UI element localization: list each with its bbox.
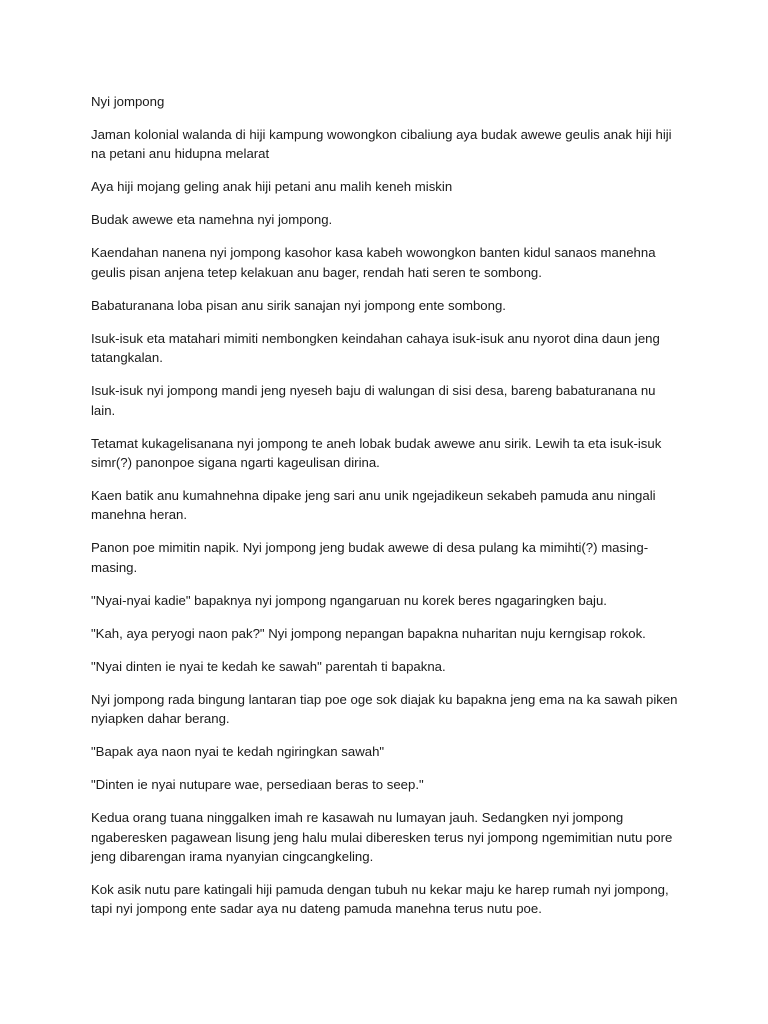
paragraph: Tetamat kukagelisanana nyi jompong te aneh lobak budak awewe anu sirik. Lewih ta eta isuk-isuk simr(?) panonpoe sigana ngarti kageulisan dirina. (91, 435, 662, 471)
paragraph: Aya hiji mojang geling anak hiji petani anu malih keneh miskin (91, 179, 453, 195)
paragraph: Isuk-isuk nyi jompong mandi jeng nyeseh baju di walungan di sisi desa, bareng babaturanana nu lain. (91, 383, 656, 418)
paragraph: Budak awewe eta namehna nyi jompong. (91, 212, 333, 228)
paragraph: "Dinten ie nyai nutupare wae, persediaan beras to seep." (91, 777, 424, 793)
paragraph: Kedua orang tuana ninggalken imah re kasawah nu lumayan jauh. Sedangken nyi jompong ngaberesken pagawean lisung jeng halu mulai diberesken terus nyi jompong ngemimitian nutu pore jeng dibarengan irama nyanyian cingcangkeling. (91, 810, 673, 865)
paragraph: Kaendahan nanena nyi jompong kasohor kasa kabeh wowongkon banten kidul sanaos manehna geulis pisan anjena tetep kelakuan anu bager, rendah hati seren te sombong. (91, 245, 656, 280)
paragraph: Isuk-isuk eta matahari mimiti nembongken keindahan cahaya isuk-isuk anu nyorot dina daun jeng tatangkalan. (91, 330, 660, 366)
paragraph: Babaturanana loba pisan anu sirik sanajan nyi jompong ente sombong. (91, 297, 506, 313)
document-body (91, 92, 681, 932)
paragraph: Kaen batik anu kumahnehna dipake jeng sari anu unik ngejadikeun sekabeh pamuda anu ningali manehna heran. (91, 488, 656, 523)
paragraph: "Nyai-nyai kadie" bapaknya nyi jompong ngangaruan nu korek beres ngagaringken baju. (91, 592, 607, 608)
document-title: Nyi jompong (91, 94, 165, 109)
paragraph: Kok asik nutu pare katingali hiji pamuda dengan tubuh nu kekar maju ke harep rumah nyi jompong, tapi nyi jompong ente sadar aya nu dateng pamuda manehna terus nutu poe. (91, 882, 669, 917)
paragraph: "Nyai dinten ie nyai te kedah ke sawah" parentah ti bapakna. (91, 658, 446, 674)
paragraph: Panon poe mimitin napik. Nyi jompong jeng budak awewe di desa pulang ka mimihti(?) masing-masing. (91, 540, 649, 575)
paragraph: Nyi jompong rada bingung lantaran tiap poe oge sok diajak ku bapakna jeng ema na ka sawah piken nyiapken dahar berang. (91, 691, 678, 727)
paragraph: "Bapak aya naon nyai te kedah ngiringkan sawah" (91, 744, 385, 760)
paragraph: Jaman kolonial walanda di hiji kampung wowongkon cibaliung aya budak awewe geulis anak hiji hiji na petani anu hidupna melarat (91, 127, 672, 162)
paragraph: "Kah, aya peryogi naon pak?" Nyi jompong nepangan bapakna nuharitan nuju kerngisap rokok. (91, 625, 646, 641)
